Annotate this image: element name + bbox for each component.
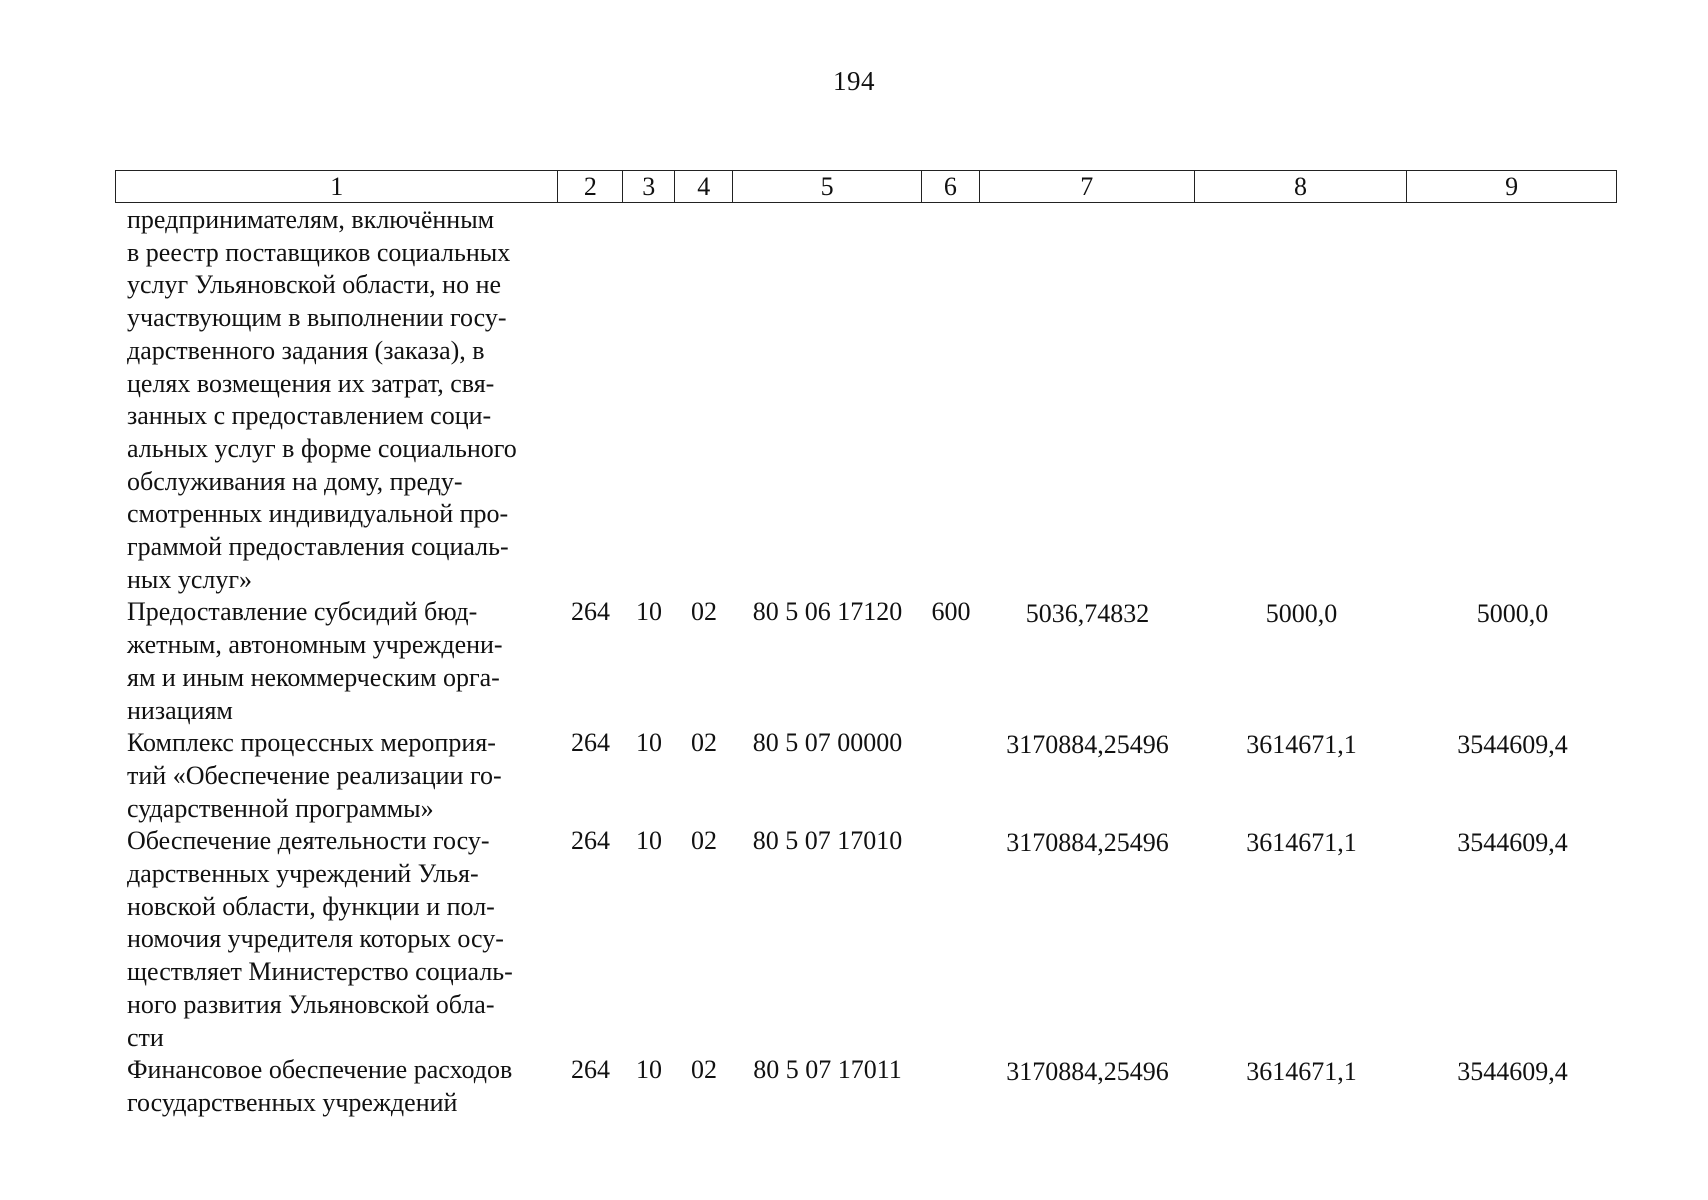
cell-col3: 10 xyxy=(636,826,662,856)
table-row xyxy=(115,204,1617,596)
column-header-2: 2 xyxy=(558,171,623,202)
table-row xyxy=(115,1054,1617,1119)
cell-col5: 80 5 07 00000 xyxy=(752,728,903,758)
cell-col3: 10 xyxy=(636,1055,662,1085)
cell-col4: 02 xyxy=(691,728,717,758)
cell-col3: 10 xyxy=(636,728,662,758)
column-header-5: 5 xyxy=(733,171,922,202)
cell-col4: 02 xyxy=(691,1055,717,1085)
column-header-8: 8 xyxy=(1195,171,1408,202)
page-number: 194 xyxy=(833,66,875,96)
row-description: Предоставление субсидий бюд- жетным, автономным учреждени- ям и иным некоммерческим орга- низациям xyxy=(127,597,503,725)
table-row xyxy=(115,727,1617,825)
cell-col3: 10 xyxy=(636,597,662,627)
row-description: Обеспечение деятельности госу- дарственных учреждений Улья- новской области, функции и пол- номочия учредителя которых осу- ществляет Министерство социаль- ного развития Ульяновской обла- сти xyxy=(127,826,513,1052)
cell-col2: 264 xyxy=(571,728,610,758)
cell-col5: 80 5 06 17120 xyxy=(752,597,903,627)
column-header-7: 7 xyxy=(980,171,1195,202)
cell-col8: 3614671,1 xyxy=(1246,1057,1357,1087)
table-row xyxy=(115,825,1617,1054)
column-header-1: 1 xyxy=(116,171,558,202)
column-header-4: 4 xyxy=(675,171,733,202)
cell-col7: 5036,74832 xyxy=(1025,599,1150,629)
row-description: Финансовое обеспечение расходов государственных учреждений xyxy=(127,1055,513,1117)
cell-col2: 264 xyxy=(571,1055,610,1085)
cell-col4: 02 xyxy=(691,826,717,856)
cell-col7: 3170884,25496 xyxy=(1006,730,1169,760)
cell-col7: 3170884,25496 xyxy=(1006,828,1169,858)
table-header-row xyxy=(115,170,1617,203)
cell-col2: 264 xyxy=(571,826,610,856)
cell-col8: 5000,0 xyxy=(1265,599,1338,629)
cell-col5: 80 5 07 17010 xyxy=(752,826,903,856)
cell-col9: 3544609,4 xyxy=(1457,828,1568,858)
table-row xyxy=(115,596,1617,727)
cell-col9: 5000,0 xyxy=(1476,599,1549,629)
column-header-9: 9 xyxy=(1505,171,1519,201)
cell-col6: 600 xyxy=(931,597,971,627)
cell-col8: 3614671,1 xyxy=(1246,828,1357,858)
row-description: Комплекс процессных мероприя- тий «Обеспечение реализации го- сударственной программы» xyxy=(127,728,502,823)
cell-col9: 3544609,4 xyxy=(1457,730,1568,760)
cell-col2: 264 xyxy=(571,597,610,627)
cell-col8 xyxy=(1195,204,1408,206)
cell-col7: 3170884,25496 xyxy=(1006,1057,1169,1087)
cell-col5: 80 5 07 17011 xyxy=(753,1055,902,1085)
table-body xyxy=(115,204,1617,1120)
cell-col9 xyxy=(1408,204,1617,206)
cell-col8: 3614671,1 xyxy=(1246,730,1357,760)
row-description: предпринимателям, включённым в реестр поставщиков социальных услуг Ульяновской области, но не участвующим в выполнении госу- дарственного задания (заказа), в целях возмещения их затрат, свя- занных с предоставлением соци- альных услуг в форме социального обслуживания на дому, преду- смотренных индивидуальной про- граммой предоставления социаль- ных услуг» xyxy=(127,205,517,594)
cell-col9: 3544609,4 xyxy=(1457,1057,1568,1087)
cell-col4: 02 xyxy=(691,597,717,627)
column-header-6: 6 xyxy=(922,171,980,202)
column-header-3: 3 xyxy=(623,171,675,202)
cell-col7 xyxy=(980,204,1195,206)
